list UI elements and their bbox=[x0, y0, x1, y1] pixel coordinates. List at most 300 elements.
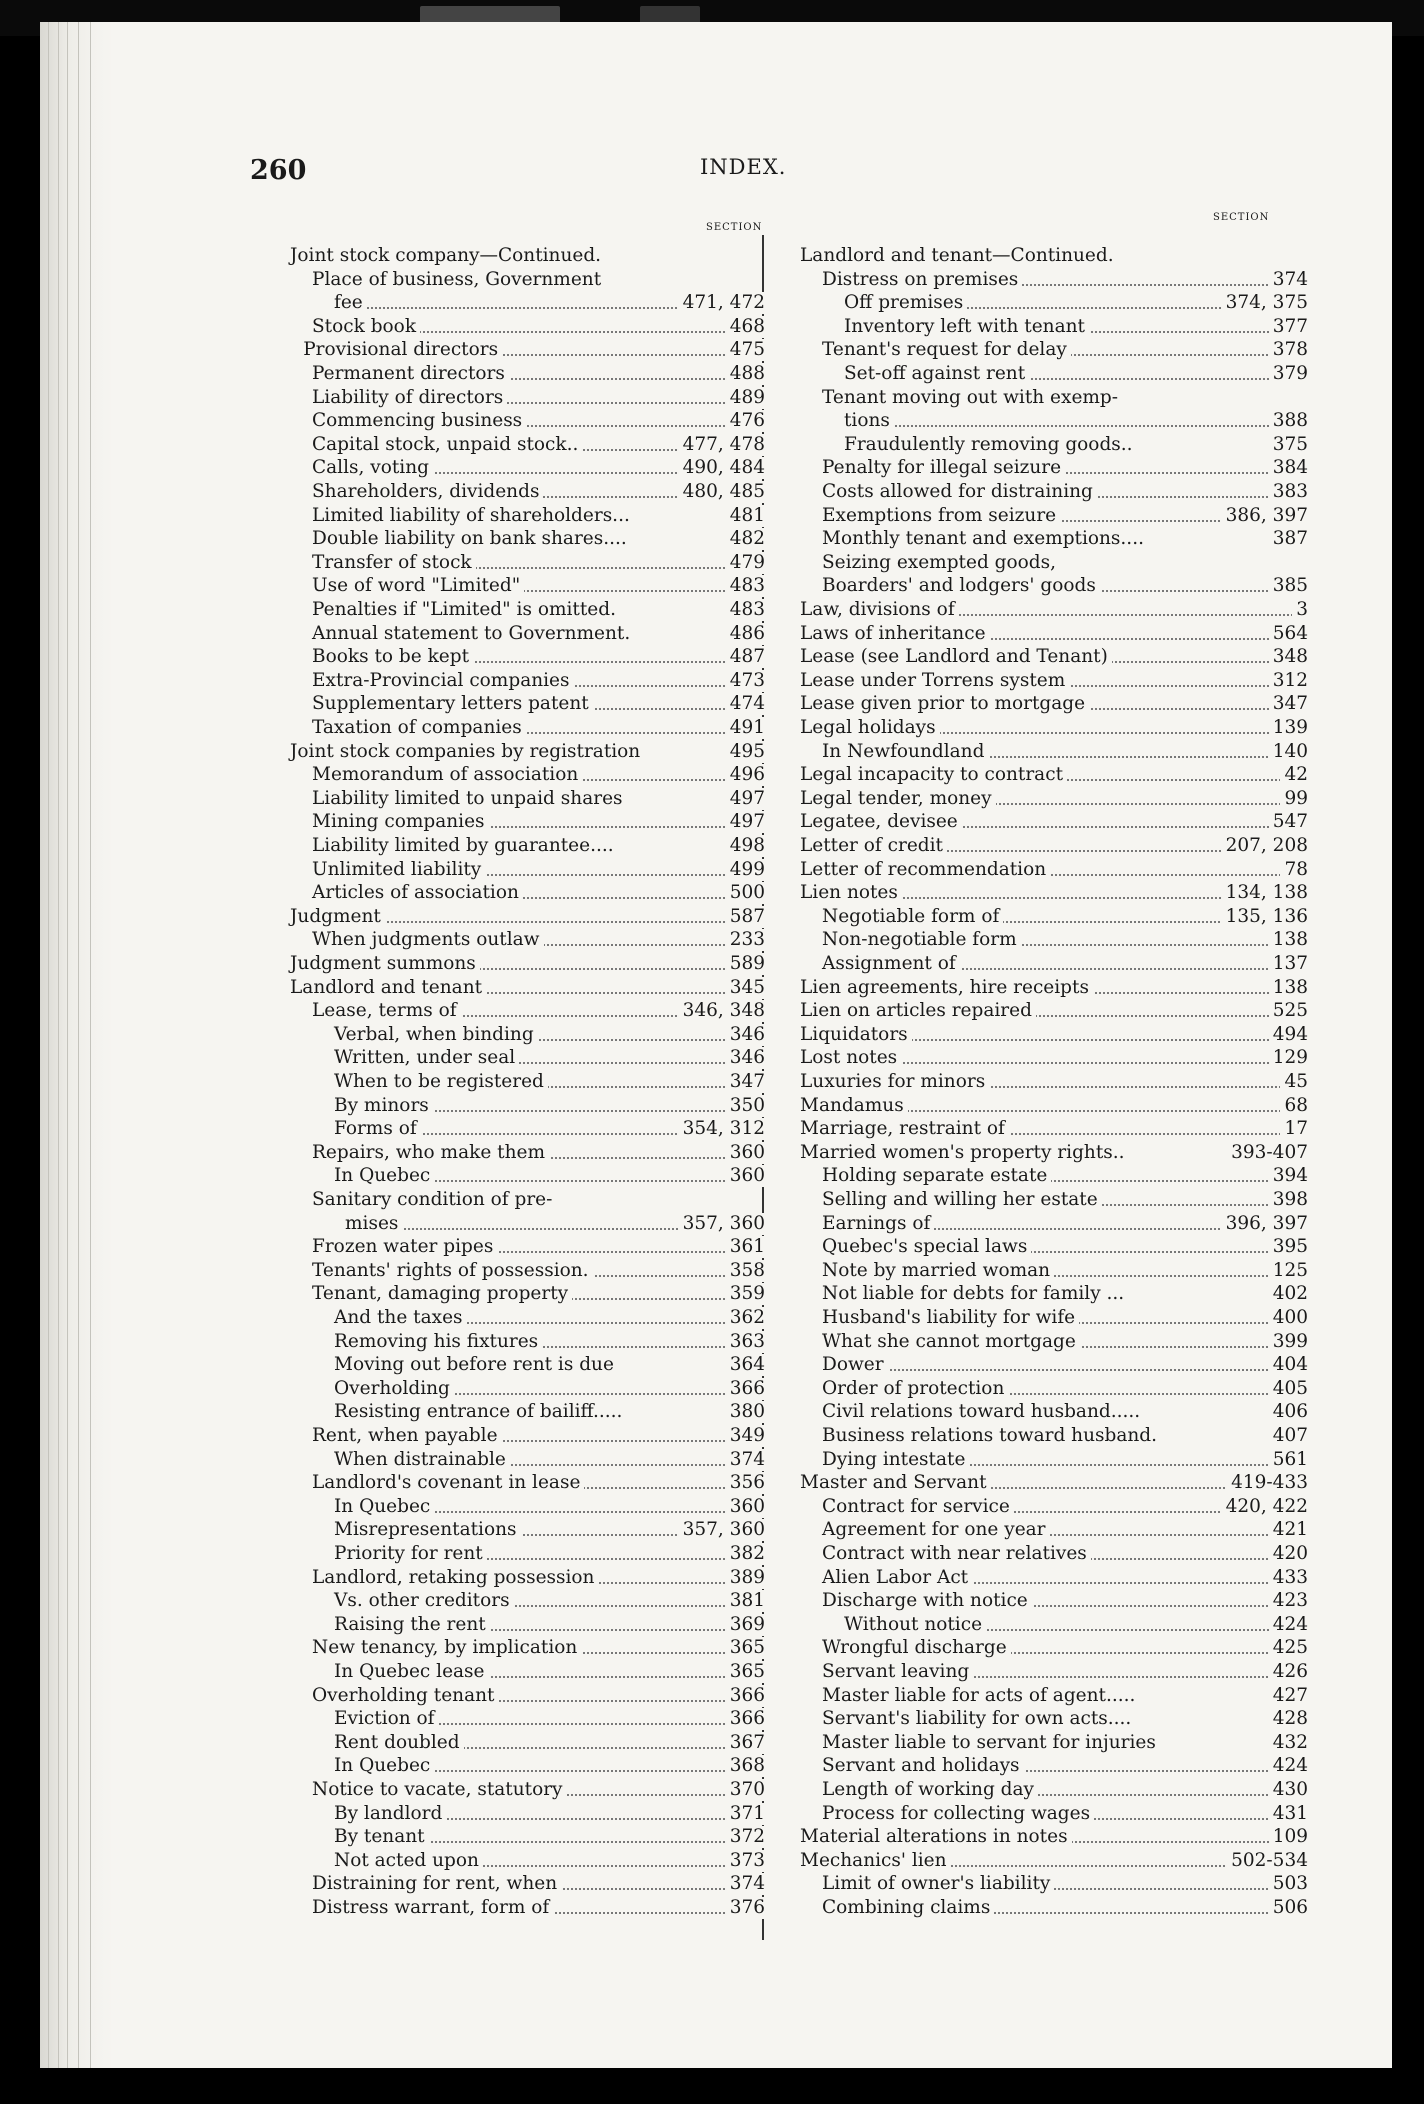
entry-label: Monthly tenant and exemptions.... bbox=[822, 528, 1148, 550]
entry-label: Business relations toward husband. bbox=[822, 1425, 1161, 1447]
section-reference: 385 bbox=[1269, 575, 1308, 597]
index-entry bbox=[312, 363, 765, 385]
index-entry bbox=[822, 339, 1308, 361]
section-reference: 349 bbox=[726, 1425, 765, 1447]
entry-label: Lien agreements, hire receipts bbox=[800, 977, 1093, 999]
entry-label: Permanent directors bbox=[312, 363, 509, 385]
section-reference: 474 bbox=[726, 693, 765, 715]
section-reference: 345 bbox=[726, 977, 765, 999]
entry-label: Costs allowed for distraining bbox=[822, 481, 1097, 503]
index-entry bbox=[312, 929, 765, 951]
entry-label: Assignment of bbox=[822, 953, 960, 975]
entry-label: Combining claims bbox=[822, 1897, 994, 1919]
section-reference: 400 bbox=[1269, 1307, 1308, 1329]
index-entry bbox=[312, 1260, 765, 1282]
index-entry bbox=[312, 457, 765, 479]
entry-label: Moving out before rent is due bbox=[334, 1354, 618, 1376]
index-entry bbox=[822, 1519, 1308, 1541]
section-reference: 483 bbox=[726, 575, 765, 597]
index-entry bbox=[334, 1331, 765, 1353]
section-reference: 376 bbox=[726, 1897, 765, 1919]
section-reference: 138 bbox=[1269, 929, 1308, 951]
entry-label: Lien on articles repaired bbox=[800, 1000, 1036, 1022]
index-entry bbox=[312, 623, 765, 645]
entry-label: Tenant, damaging property bbox=[312, 1283, 572, 1305]
section-reference: 399 bbox=[1269, 1331, 1308, 1353]
index-entry bbox=[822, 1354, 1308, 1376]
entry-label: Liability limited to unpaid shares bbox=[312, 788, 627, 810]
section-reference: 494 bbox=[1269, 1024, 1308, 1046]
index-entry bbox=[822, 1189, 1308, 1211]
section-reference: 498 bbox=[726, 835, 765, 857]
entry-label: And the taxes bbox=[334, 1307, 467, 1329]
entry-label: tions bbox=[844, 410, 894, 432]
entry-label: Lease given prior to mortgage bbox=[800, 693, 1089, 715]
index-entry bbox=[800, 1142, 1308, 1164]
section-reference: 471, 472 bbox=[679, 292, 765, 314]
index-entry bbox=[800, 245, 1308, 267]
index-entry bbox=[290, 741, 765, 763]
entry-label: Joint stock company—Continued. bbox=[290, 245, 605, 267]
index-entry bbox=[800, 646, 1308, 668]
section-reference: 346 bbox=[726, 1024, 765, 1046]
index-entry bbox=[822, 1543, 1308, 1565]
section-reference: 374 bbox=[726, 1449, 765, 1471]
entry-label: By minors bbox=[334, 1095, 433, 1117]
dot-leader bbox=[844, 425, 1308, 427]
entry-label: Off premises bbox=[844, 292, 967, 314]
index-entry bbox=[822, 387, 1308, 409]
entry-label: Shareholders, dividends bbox=[312, 481, 543, 503]
entry-label: What she cannot mortgage bbox=[822, 1331, 1080, 1353]
section-reference: 140 bbox=[1269, 741, 1308, 763]
entry-label: Limited liability of shareholders... bbox=[312, 505, 634, 527]
index-entry bbox=[822, 1213, 1308, 1235]
entry-label: When distrainable bbox=[334, 1449, 510, 1471]
index-entry bbox=[800, 1047, 1308, 1069]
section-reference: 138 bbox=[1269, 977, 1308, 999]
index-entry bbox=[312, 316, 765, 338]
entry-label: By landlord bbox=[334, 1803, 446, 1825]
entry-label: Sanitary condition of pre- bbox=[312, 1189, 556, 1211]
index-entry bbox=[822, 1425, 1308, 1447]
section-reference: 207, 208 bbox=[1222, 835, 1308, 857]
entry-label: Priority for rent bbox=[334, 1543, 487, 1565]
section-reference: 468 bbox=[726, 316, 765, 338]
entry-label: Husband's liability for wife bbox=[822, 1307, 1079, 1329]
index-entry bbox=[334, 1708, 765, 1730]
entry-label: Misrepresentations bbox=[334, 1519, 521, 1541]
section-reference: 423 bbox=[1269, 1590, 1308, 1612]
entry-label: Material alterations in notes bbox=[800, 1826, 1072, 1848]
entry-label: Lease (see Landlord and Tenant) bbox=[800, 646, 1112, 668]
index-entry bbox=[822, 1708, 1308, 1730]
index-entry bbox=[822, 953, 1308, 975]
entry-label: Calls, voting bbox=[312, 457, 433, 479]
index-entry bbox=[822, 1307, 1308, 1329]
section-reference: 427 bbox=[1269, 1685, 1308, 1707]
section-reference: 428 bbox=[1269, 1708, 1308, 1730]
section-reference: 487 bbox=[726, 646, 765, 668]
entry-label: In Quebec lease bbox=[334, 1661, 489, 1683]
index-entry bbox=[800, 1095, 1308, 1117]
right-section-label: SECTION bbox=[1213, 212, 1270, 223]
section-reference: 473 bbox=[726, 670, 765, 692]
section-reference: 365 bbox=[726, 1661, 765, 1683]
section-reference: 386, 397 bbox=[1222, 505, 1308, 527]
entry-label: Legal incapacity to contract bbox=[800, 764, 1067, 786]
entry-label: Forms of bbox=[334, 1118, 421, 1140]
index-entry bbox=[800, 1826, 1308, 1848]
section-reference: 426 bbox=[1269, 1661, 1308, 1683]
index-entry bbox=[334, 1071, 765, 1093]
section-reference: 359 bbox=[726, 1283, 765, 1305]
entry-label: Double liability on bank shares.... bbox=[312, 528, 631, 550]
entry-label: Mandamus bbox=[800, 1095, 908, 1117]
index-entry bbox=[334, 1118, 765, 1140]
section-reference: 525 bbox=[1269, 1000, 1308, 1022]
entry-label: Servant's liability for own acts.... bbox=[822, 1708, 1135, 1730]
entry-label: Laws of inheritance bbox=[800, 623, 990, 645]
index-entry bbox=[822, 552, 1308, 574]
entry-label: Memorandum of association bbox=[312, 764, 582, 786]
index-entry bbox=[822, 1590, 1308, 1612]
section-reference: 375 bbox=[1269, 434, 1308, 456]
entry-label: When judgments outlaw bbox=[312, 929, 544, 951]
index-entry bbox=[334, 1590, 765, 1612]
section-reference: 488 bbox=[726, 363, 765, 385]
index-entry bbox=[312, 693, 765, 715]
section-reference: 366 bbox=[726, 1378, 765, 1400]
index-entry bbox=[800, 623, 1308, 645]
section-reference: 374, 375 bbox=[1222, 292, 1308, 314]
section-reference: 431 bbox=[1269, 1803, 1308, 1825]
entry-label: Repairs, who make them bbox=[312, 1142, 549, 1164]
index-entry bbox=[822, 1567, 1308, 1589]
section-reference: 379 bbox=[1269, 363, 1308, 385]
section-reference: 433 bbox=[1269, 1567, 1308, 1589]
running-head: INDEX. bbox=[700, 155, 787, 179]
section-reference: 404 bbox=[1269, 1354, 1308, 1376]
entry-label: Extra-Provincial companies bbox=[312, 670, 574, 692]
entry-label: Liquidators bbox=[800, 1024, 912, 1046]
index-entry bbox=[334, 1496, 765, 1518]
entry-label: Holding separate estate bbox=[822, 1165, 1051, 1187]
left-section-label: SECTION bbox=[706, 222, 763, 233]
entry-label: Place of business, Government bbox=[312, 269, 605, 291]
index-entry bbox=[844, 1614, 1308, 1636]
entry-label: Exemptions from seizure bbox=[822, 505, 1060, 527]
dot-leader bbox=[822, 1369, 1308, 1371]
section-reference: 363 bbox=[726, 1331, 765, 1353]
entry-label: New tenancy, by implication bbox=[312, 1637, 581, 1659]
entry-label: Written, under seal bbox=[334, 1047, 519, 1069]
entry-label: Fraudulently removing goods.. bbox=[844, 434, 1137, 456]
index-entry bbox=[800, 764, 1308, 786]
section-reference: 396, 397 bbox=[1222, 1213, 1308, 1235]
index-entry bbox=[822, 457, 1308, 479]
entry-label: Overholding bbox=[334, 1378, 454, 1400]
entry-label: Distress on premises bbox=[822, 269, 1022, 291]
section-reference: 483 bbox=[726, 599, 765, 621]
index-entry bbox=[800, 788, 1308, 810]
index-entry bbox=[334, 1307, 765, 1329]
section-reference: 499 bbox=[726, 859, 765, 881]
entry-label: Inventory left with tenant bbox=[844, 316, 1089, 338]
entry-label: Annual statement to Government. bbox=[312, 623, 634, 645]
index-entry bbox=[822, 1260, 1308, 1282]
index-entry bbox=[312, 717, 765, 739]
index-entry bbox=[822, 1449, 1308, 1471]
section-reference: 380 bbox=[726, 1401, 765, 1423]
index-entry bbox=[290, 906, 765, 928]
section-reference: 475 bbox=[726, 339, 765, 361]
section-reference: 383 bbox=[1269, 481, 1308, 503]
index-entry bbox=[334, 1755, 765, 1777]
section-reference: 497 bbox=[726, 811, 765, 833]
section-reference: 489 bbox=[726, 387, 765, 409]
section-reference: 347 bbox=[726, 1071, 765, 1093]
section-reference: 369 bbox=[726, 1614, 765, 1636]
entry-label: Judgment bbox=[290, 906, 385, 928]
index-entry bbox=[345, 1213, 765, 1235]
section-reference: 45 bbox=[1280, 1071, 1308, 1093]
section-reference: 233 bbox=[726, 929, 765, 951]
index-entry bbox=[822, 575, 1308, 597]
section-reference: 377 bbox=[1269, 316, 1308, 338]
index-entry bbox=[800, 882, 1308, 904]
index-entry bbox=[312, 1425, 765, 1447]
section-reference: 3 bbox=[1292, 599, 1308, 621]
section-reference: 350 bbox=[726, 1095, 765, 1117]
entry-label: Dower bbox=[822, 1354, 888, 1376]
section-reference: 358 bbox=[726, 1260, 765, 1282]
index-entry bbox=[312, 575, 765, 597]
section-reference: 506 bbox=[1269, 1897, 1308, 1919]
section-reference: 561 bbox=[1269, 1449, 1308, 1471]
index-entry bbox=[312, 269, 765, 291]
index-entry bbox=[312, 1779, 765, 1801]
entry-label: Liability of directors bbox=[312, 387, 507, 409]
section-reference: 365 bbox=[726, 1637, 765, 1659]
entry-label: Wrongful discharge bbox=[822, 1637, 1011, 1659]
section-reference: 312 bbox=[1269, 670, 1308, 692]
section-reference: 362 bbox=[726, 1307, 765, 1329]
entry-label: Landlord and tenant bbox=[290, 977, 486, 999]
page-gutter bbox=[40, 22, 114, 2068]
index-entry bbox=[312, 1283, 765, 1305]
entry-label: Landlord and tenant—Continued. bbox=[800, 245, 1118, 267]
section-reference: 589 bbox=[726, 953, 765, 975]
index-entry bbox=[334, 1826, 765, 1848]
section-reference: 378 bbox=[1269, 339, 1308, 361]
index-entry bbox=[312, 1000, 765, 1022]
index-entry bbox=[822, 1236, 1308, 1258]
section-reference: 354, 312 bbox=[679, 1118, 765, 1140]
index-entry bbox=[312, 788, 765, 810]
entry-label: Rent doubled bbox=[334, 1732, 464, 1754]
index-entry bbox=[822, 505, 1308, 527]
index-entry bbox=[334, 1519, 765, 1541]
index-entry bbox=[312, 528, 765, 550]
entry-label: Books to be kept bbox=[312, 646, 473, 668]
entry-label: Distraining for rent, when bbox=[312, 1873, 561, 1895]
index-entry bbox=[822, 929, 1308, 951]
entry-label: Penalty for illegal seizure bbox=[822, 457, 1065, 479]
entry-label: Stock book bbox=[312, 316, 420, 338]
section-reference: 361 bbox=[726, 1236, 765, 1258]
entry-label: Lease, terms of bbox=[312, 1000, 461, 1022]
index-entry bbox=[800, 811, 1308, 833]
index-entry bbox=[822, 1165, 1308, 1187]
entry-label: Dying intestate bbox=[822, 1449, 969, 1471]
index-entry bbox=[334, 1047, 765, 1069]
section-reference: 547 bbox=[1269, 811, 1308, 833]
entry-label: Verbal, when binding bbox=[334, 1024, 538, 1046]
section-reference: 381 bbox=[726, 1590, 765, 1612]
entry-label: Selling and willing her estate bbox=[822, 1189, 1102, 1211]
entry-label: Quebec's special laws bbox=[822, 1236, 1031, 1258]
entry-label: Master liable for acts of agent..... bbox=[822, 1685, 1139, 1707]
entry-label: Set-off against rent bbox=[844, 363, 1029, 385]
section-reference: 495 bbox=[726, 741, 765, 763]
entry-label: Servant and holidays bbox=[822, 1755, 1024, 1777]
index-entry bbox=[290, 245, 765, 267]
section-reference: 405 bbox=[1269, 1378, 1308, 1400]
entry-label: By tenant bbox=[334, 1826, 429, 1848]
entry-label: Capital stock, unpaid stock.. bbox=[312, 434, 582, 456]
index-entry bbox=[800, 977, 1308, 999]
index-entry bbox=[312, 1685, 765, 1707]
section-reference: 388 bbox=[1269, 410, 1308, 432]
index-entry bbox=[822, 906, 1308, 928]
section-reference: 99 bbox=[1280, 788, 1308, 810]
index-entry bbox=[822, 528, 1308, 550]
section-reference: 486 bbox=[726, 623, 765, 645]
section-reference: 357, 360 bbox=[679, 1519, 765, 1541]
page-number: 260 bbox=[250, 155, 307, 186]
index-entry bbox=[334, 1803, 765, 1825]
entry-label: Limit of owner's liability bbox=[822, 1873, 1054, 1895]
section-reference: 109 bbox=[1269, 1826, 1308, 1848]
index-entry bbox=[334, 1449, 765, 1471]
section-reference: 420, 422 bbox=[1222, 1496, 1308, 1518]
entry-label: Notice to vacate, statutory bbox=[312, 1779, 567, 1801]
section-reference: 137 bbox=[1269, 953, 1308, 975]
section-reference: 497 bbox=[726, 788, 765, 810]
entry-label: Married women's property rights.. bbox=[800, 1142, 1129, 1164]
section-reference: 384 bbox=[1269, 457, 1308, 479]
entry-label: Judgment summons bbox=[290, 953, 480, 975]
section-reference: 387 bbox=[1269, 528, 1308, 550]
section-reference: 347 bbox=[1269, 693, 1308, 715]
index-entry bbox=[334, 1378, 765, 1400]
index-entry bbox=[800, 1024, 1308, 1046]
entry-label: Tenant moving out with exemp- bbox=[822, 387, 1122, 409]
section-reference: 134, 138 bbox=[1222, 882, 1308, 904]
index-entry bbox=[334, 1614, 765, 1636]
entry-label: Overholding tenant bbox=[312, 1685, 498, 1707]
index-entry bbox=[822, 1496, 1308, 1518]
section-reference: 421 bbox=[1269, 1519, 1308, 1541]
entry-label: Legatee, devisee bbox=[800, 811, 962, 833]
section-reference: 420 bbox=[1269, 1543, 1308, 1565]
section-reference: 364 bbox=[726, 1354, 765, 1376]
section-reference: 346 bbox=[726, 1047, 765, 1069]
index-entry bbox=[822, 1897, 1308, 1919]
section-reference: 382 bbox=[726, 1543, 765, 1565]
entry-label: Contract with near relatives bbox=[822, 1543, 1091, 1565]
entry-label: Without notice bbox=[844, 1614, 986, 1636]
entry-label: Landlord's covenant in lease bbox=[312, 1472, 584, 1494]
entry-label: In Quebec bbox=[334, 1496, 434, 1518]
index-entry bbox=[312, 1142, 765, 1164]
index-entry bbox=[312, 646, 765, 668]
index-entry bbox=[334, 1732, 765, 1754]
index-entry bbox=[312, 552, 765, 574]
index-entry bbox=[312, 859, 765, 881]
entry-label: Negotiable form of bbox=[822, 906, 1003, 928]
index-entry bbox=[334, 1165, 765, 1187]
entry-label: Agreement for one year bbox=[822, 1519, 1050, 1541]
entry-label: fee bbox=[334, 292, 367, 314]
entry-label: Commencing business bbox=[312, 410, 526, 432]
section-reference: 406 bbox=[1269, 1401, 1308, 1423]
index-entry bbox=[312, 599, 765, 621]
entry-label: Resisting entrance of bailiff..... bbox=[334, 1401, 626, 1423]
index-entry bbox=[290, 977, 765, 999]
index-entry bbox=[800, 717, 1308, 739]
index-entry bbox=[822, 1779, 1308, 1801]
entry-label: In Newfoundland bbox=[822, 741, 988, 763]
entry-label: Master and Servant bbox=[800, 1472, 991, 1494]
section-reference: 587 bbox=[726, 906, 765, 928]
index-entry bbox=[334, 1024, 765, 1046]
section-reference: 135, 136 bbox=[1222, 906, 1308, 928]
entry-label: Discharge with notice bbox=[822, 1590, 1032, 1612]
section-reference: 419-433 bbox=[1227, 1472, 1308, 1494]
index-entry bbox=[312, 481, 765, 503]
index-entry bbox=[822, 481, 1308, 503]
index-entry bbox=[822, 1378, 1308, 1400]
entry-label: Lost notes bbox=[800, 1047, 901, 1069]
index-entry bbox=[312, 882, 765, 904]
entry-label: Use of word "Limited" bbox=[312, 575, 524, 597]
entry-label: Vs. other creditors bbox=[334, 1590, 514, 1612]
index-entry bbox=[844, 410, 1308, 432]
index-entry bbox=[312, 410, 765, 432]
index-entry bbox=[312, 1236, 765, 1258]
index-entry bbox=[303, 339, 765, 361]
entry-label: Tenant's request for delay bbox=[822, 339, 1071, 361]
index-entry bbox=[800, 1472, 1308, 1494]
section-reference: 366 bbox=[726, 1685, 765, 1707]
section-reference: 476 bbox=[726, 410, 765, 432]
index-entry bbox=[312, 835, 765, 857]
entry-label: Lien notes bbox=[800, 882, 902, 904]
entry-label: Seizing exempted goods, bbox=[822, 552, 1060, 574]
section-reference: 370 bbox=[726, 1779, 765, 1801]
section-reference: 360 bbox=[726, 1496, 765, 1518]
section-reference: 430 bbox=[1269, 1779, 1308, 1801]
section-reference: 496 bbox=[726, 764, 765, 786]
index-entry bbox=[800, 1000, 1308, 1022]
entry-label: Non-negotiable form bbox=[822, 929, 1021, 951]
index-entry bbox=[844, 292, 1308, 314]
entry-label: Boarders' and lodgers' goods bbox=[822, 575, 1100, 597]
section-reference: 481 bbox=[726, 505, 765, 527]
entry-label: Lease under Torrens system bbox=[800, 670, 1069, 692]
